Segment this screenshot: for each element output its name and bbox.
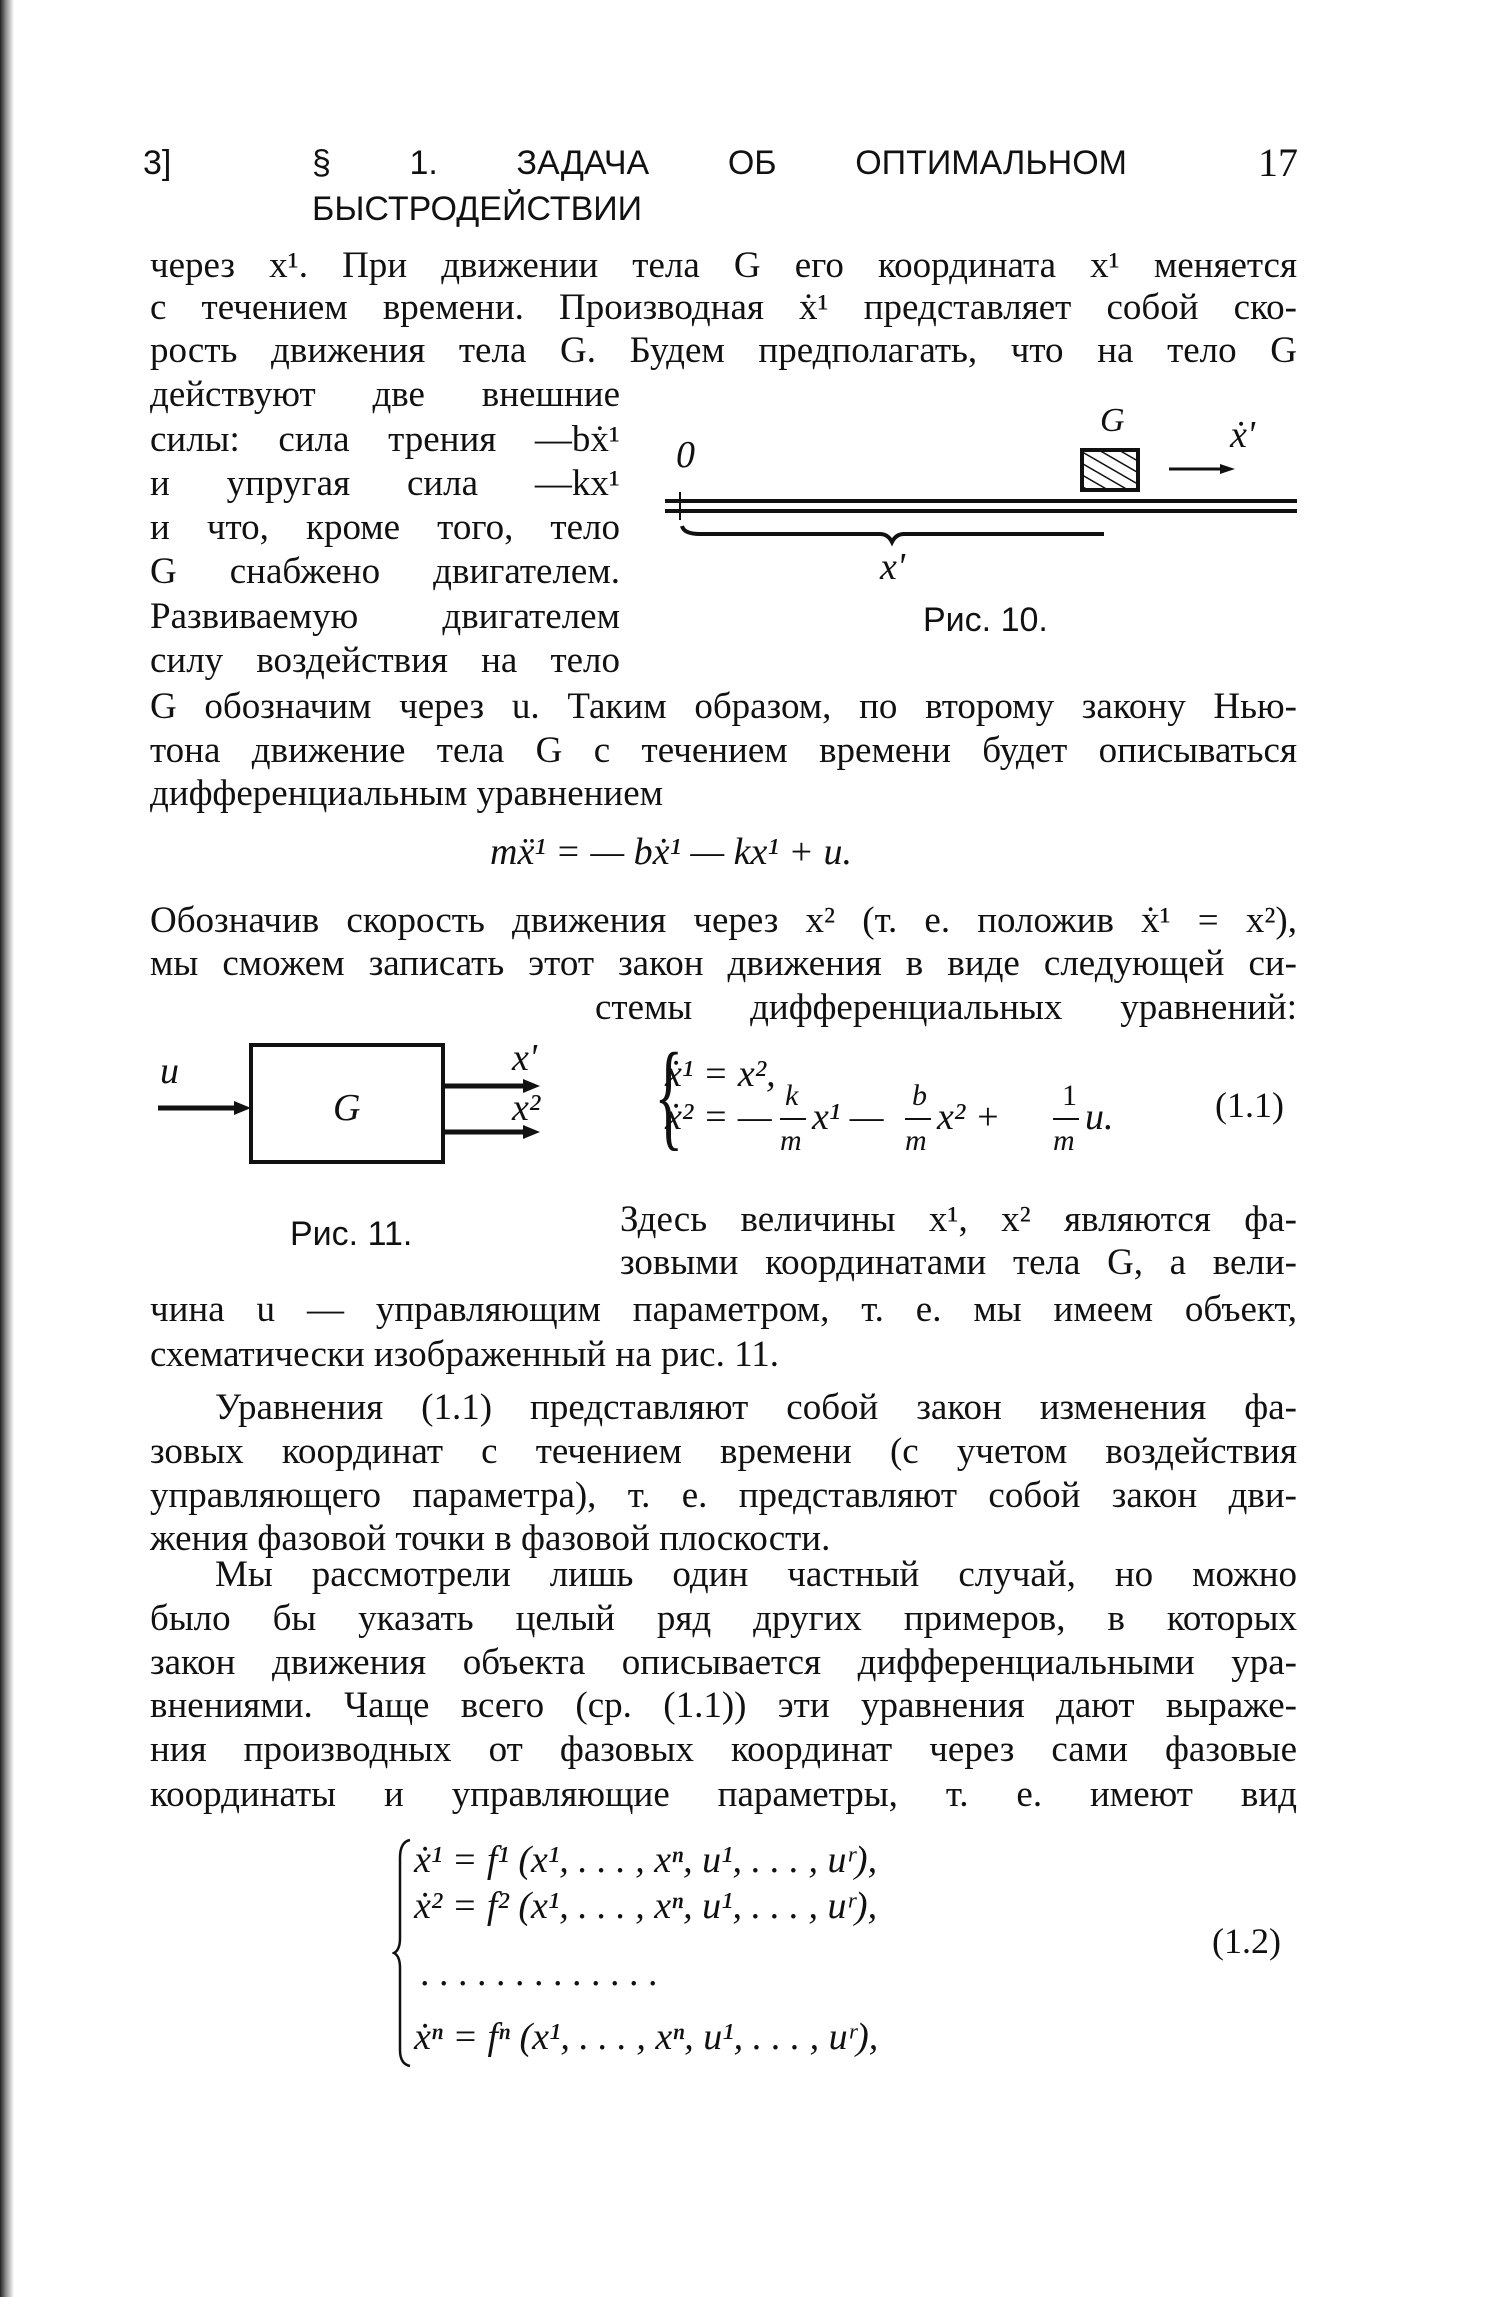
text-line: чина u — управляющим параметром, т. е. мы имеем объект, bbox=[150, 1289, 1297, 1330]
text-line: и упругая сила —kx¹ bbox=[150, 463, 620, 504]
text-line: зовых координат с течением времени (с учетом воздействия bbox=[150, 1431, 1297, 1472]
text-line: схематически изображенный на рис. 11. bbox=[150, 1334, 779, 1375]
figure-caption: Рис. 10. bbox=[923, 601, 1048, 639]
velocity-label: ẋ' bbox=[1230, 414, 1255, 456]
text-line: тона движение тела G с течением времени будет описываться bbox=[150, 730, 1297, 771]
header-section-number: 3] bbox=[143, 144, 172, 182]
text-line: ния производных от фазовых координат через сами фазовые bbox=[150, 1729, 1297, 1770]
text-line: закон движения объекта описывается дифференциальными ура- bbox=[150, 1642, 1297, 1683]
text-line: дифференциальным уравнением bbox=[150, 773, 664, 814]
output-label-2: x² bbox=[512, 1087, 541, 1129]
equation-line: ẋ¹ = f¹ (x¹, . . . , xⁿ, u¹, . . . , uʳ), bbox=[414, 1839, 878, 1881]
text-line: управляющего параметра), т. е. представляют собой закон дви- bbox=[150, 1475, 1297, 1516]
text-line: Обозначив скорость движения через x² (т. е. положив ẋ¹ = x²), bbox=[150, 900, 1297, 941]
text-line: Уравнения (1.1) представляют собой закон изменения фа- bbox=[215, 1387, 1297, 1428]
equation-term: x² + bbox=[937, 1096, 1001, 1138]
text-line: с течением времени. Производная ẋ¹ представляет собой ско- bbox=[150, 287, 1297, 328]
page-number: 17 bbox=[1258, 140, 1298, 185]
text-line: через x¹. При движении тела G его координата x¹ меняется bbox=[150, 245, 1297, 286]
fraction-numerator: k bbox=[785, 1079, 799, 1112]
text-line: стемы дифференциальных уравнений: bbox=[595, 987, 1297, 1028]
equation-number: (1.1) bbox=[1215, 1085, 1284, 1125]
text-line: было бы указать целый ряд других примеров, в которых bbox=[150, 1598, 1297, 1639]
body-block bbox=[1082, 450, 1138, 490]
equation-line: ẋⁿ = fⁿ (x¹, . . . , xⁿ, u¹, . . . , uʳ), bbox=[414, 2016, 879, 2058]
text-line: действуют две внешние bbox=[150, 374, 620, 415]
arrow-head-icon bbox=[1220, 464, 1235, 474]
equation-line: ẋ² = f² (x¹, . . . , xⁿ, u¹, . . . , uʳ), bbox=[414, 1885, 878, 1927]
fraction-numerator: b bbox=[912, 1079, 927, 1112]
equation-line: ẋ² = — bbox=[665, 1096, 772, 1138]
text-line: координаты и управляющие параметры, т. е. имеют вид bbox=[150, 1774, 1297, 1815]
text-line: рость движения тела G. Будем предполагать, что на тело G bbox=[150, 330, 1297, 371]
text-line: Мы рассмотрели лишь один частный случай, но можно bbox=[215, 1554, 1297, 1595]
arrow-head-icon bbox=[234, 1101, 251, 1115]
text-line: силы: сила трения —bẋ¹ bbox=[150, 419, 620, 460]
text-line: Здесь величины x¹, x² являются фа- bbox=[620, 1199, 1297, 1240]
text-line: мы сможем записать этот закон движения в виде следующей си- bbox=[150, 943, 1297, 984]
equation-newton: mẍ¹ = — bẋ¹ — kx¹ + u. bbox=[490, 831, 852, 873]
fraction-numerator: 1 bbox=[1062, 1079, 1077, 1112]
body-on-rail-diagram bbox=[660, 440, 1310, 550]
equation-line: ẋ¹ = x², bbox=[665, 1053, 776, 1095]
output-label-1: x' bbox=[512, 1037, 537, 1079]
block-label: G bbox=[333, 1087, 361, 1129]
text-line: зовыми координатами тела G, а вели- bbox=[620, 1242, 1297, 1283]
text-line: и что, кроме того, тело bbox=[150, 507, 620, 548]
coordinate-label: x' bbox=[880, 546, 905, 588]
text-line: G снабжено двигателем. bbox=[150, 551, 620, 592]
coordinate-brace bbox=[682, 526, 1104, 542]
equation-term: x¹ — bbox=[812, 1096, 884, 1138]
figure-caption: Рис. 11. bbox=[290, 1215, 413, 1253]
book-spine-shadow bbox=[0, 0, 14, 2297]
fraction-denominator: m bbox=[780, 1124, 802, 1157]
left-brace: { bbox=[654, 1028, 684, 1161]
equation-dots: . . . . . . . . . . . . . bbox=[420, 1952, 658, 1994]
origin-label: 0 bbox=[676, 434, 695, 476]
fraction-denominator: m bbox=[905, 1124, 927, 1157]
equation-number: (1.2) bbox=[1212, 1921, 1281, 1961]
input-label: u bbox=[160, 1050, 179, 1092]
fraction-denominator: m bbox=[1053, 1124, 1075, 1157]
text-line: G обозначим через u. Таким образом, по второму закону Нью- bbox=[150, 686, 1297, 727]
running-header-title: § 1. ЗАДАЧА ОБ ОПТИМАЛЬНОМ БЫСТРОДЕЙСТВИИ bbox=[312, 144, 1127, 228]
equation-term: u. bbox=[1085, 1096, 1114, 1138]
text-line: жения фазовой точки в фазовой плоскости. bbox=[150, 1518, 831, 1559]
left-brace bbox=[392, 1838, 416, 2068]
text-line: внениями. Чаще всего (ср. (1.1)) эти уравнения дают выраже- bbox=[150, 1685, 1297, 1726]
body-label: G bbox=[1100, 402, 1125, 439]
text-line: силу воздействия на тело bbox=[150, 640, 620, 681]
text-line: Развиваемую двигателем bbox=[150, 596, 620, 637]
